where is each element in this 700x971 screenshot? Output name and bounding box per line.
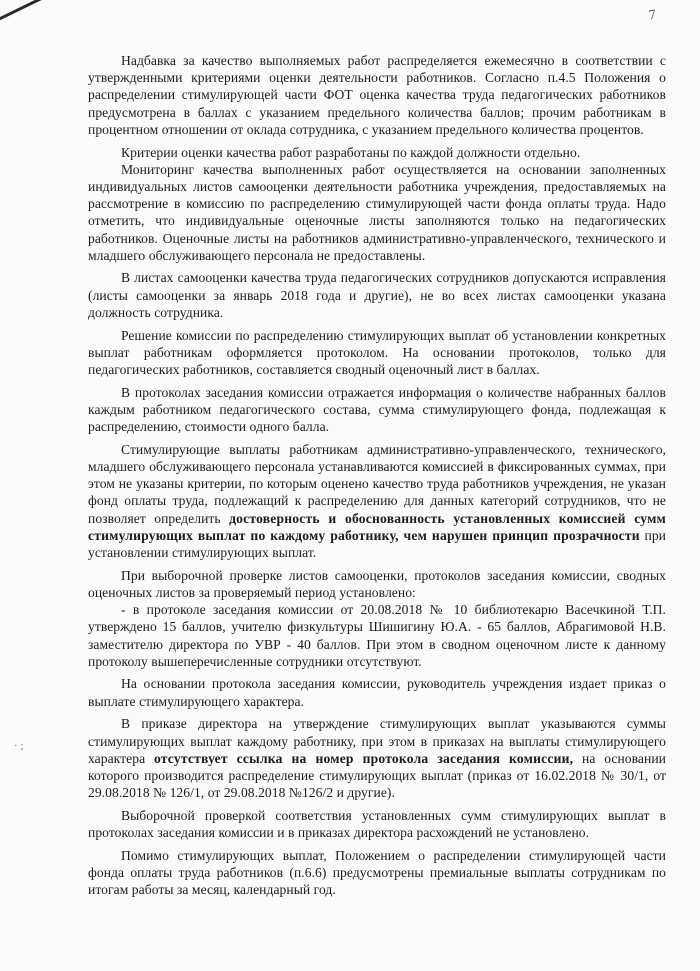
text-run: при установлении стимулирующих выплат. (88, 527, 666, 560)
paragraph (88, 715, 666, 801)
bold-text: достоверность и обоснованность установленных комиссией сумм стимулирующих выплат по каждому работнику, чем нарушен принцип прозрачности (88, 510, 666, 543)
document-body (88, 52, 666, 904)
page-mark: 7 (647, 7, 657, 24)
text-run: В протоколах заседания комиссии отражается информация о количестве набранных баллов каждым работником педагогического состава, сумма стимулирующего фонда, подлежащая к распределению, стоимости одного балла. (88, 384, 666, 435)
paragraph (88, 269, 666, 321)
text-run: Решение комиссии по распределению стимулирующих выплат об установлении конкретных выплат работникам оформляется протоколом. На основании протоколов, только для педагогических работников, составляется сводный оценочный лист в баллах. (88, 327, 666, 377)
text-run: Критерии оценки качества работ разработаны по каждой должности отдельно. (121, 144, 581, 160)
text-run: - в протоколе заседания комиссии от 20.08.2018 № 10 библиотекарю Васечкиной Т.П. утверждено 15 баллов, учителю физкультуры Шишигину Ю.А. - 65 баллов, Абрагимовой Н.В. заместителю директора по УВР - 40 баллов. При этом в сводном оценочном листе к данному протоколу вышеперечисленные сотрудники отсутствуют. (88, 602, 666, 669)
text-run: При выборочной проверке листов самооценки, протоколов заседания комиссии, сводных оценочных листов за проверяемый период установлено: (88, 567, 666, 600)
text-run: В листах самооценки качества труда педагогических сотрудников допускаются исправления (листы самооценки за январь 2018 года и другие), не во всех листах самооценки указана должность сотрудника. (88, 270, 666, 320)
paragraph (88, 52, 666, 138)
text-run: Помимо стимулирующих выплат, Положением о распределении стимулирующей части фонда оплаты труда работников (п.6.6) предусмотрены премиальные выплаты сотрудникам по итогам работы за месяц, календарный год. (88, 847, 666, 898)
text-run: Выборочной проверкой соответствия установленных сумм стимулирующих выплат в протоколах заседания комиссии и в приказах директора расхождений не установлено. (88, 807, 666, 841)
text-run: В приказе директора на утверждение стимулирующих выплат указываются суммы стимулирующих выплат каждому работнику, при этом в приказах на выплаты стимулирующего характера (88, 716, 666, 766)
text-run: на основании которого производится распределение стимулирующих выплат (приказ от 16.02.2018 № 30/1, от 29.08.2018 № 126/1, от 29.08.2018 №126/2 и другие). (88, 750, 666, 801)
scan-edge-stroke (0, 0, 76, 25)
text-run: На основании протокола заседания комиссии, руководитель учреждения издает приказ о выплате стимулирующего характера. (88, 676, 666, 709)
paragraph (88, 675, 666, 709)
text-run: Надбавка за качество выполняемых работ распределяется ежемесячно в соответствии с утвержденными критериями оценки деятельности работников. Согласно п.4.5 Положения о распределении стимулирующей части ФОТ оценка качества труда педагогических работников предусмотрена в баллах с указанием предельного количества баллов; прочим работникам в процентном отношении от оклада сотрудника, с указанием предельного количества процентов. (88, 53, 666, 137)
paragraph (88, 807, 666, 841)
paragraph (88, 847, 666, 899)
paragraph (88, 567, 666, 601)
paragraph (88, 601, 666, 670)
paragraph (88, 144, 666, 161)
paragraph (88, 384, 666, 436)
paragraph (88, 161, 666, 264)
bold-text: отсутствует ссылка на номер протокола заседания комиссии, (153, 750, 574, 766)
text-run: Мониторинг качества выполненных работ осуществляется на основании заполненных индивидуальных листов самооценки деятельности работника учреждения, предоставляемых на рассмотрение в комиссию по распределению стимулирующей части фонда оплаты труда. Надо отметить, что индивидуальные оценочные листы заполняются только на педагогических работников. Оценочные листы на работников административно-управленческого, технического и младшего обслуживающего персонала не предоставлены. (88, 161, 666, 263)
margin-mark: · ; (14, 740, 24, 752)
text-run: Стимулирующие выплаты работникам административно-управленческого, технического, младшего обслуживающего персонала устанавливаются комиссией в фиксированных суммах, при этом не указаны критерии, по которым оценено качество труда работников учреждения, не указан фонд оплаты труда, подлежащий к распределению для данных категорий сотрудников, что не позволяет определить (88, 441, 666, 526)
paragraph (88, 441, 666, 561)
paragraph (88, 327, 666, 379)
